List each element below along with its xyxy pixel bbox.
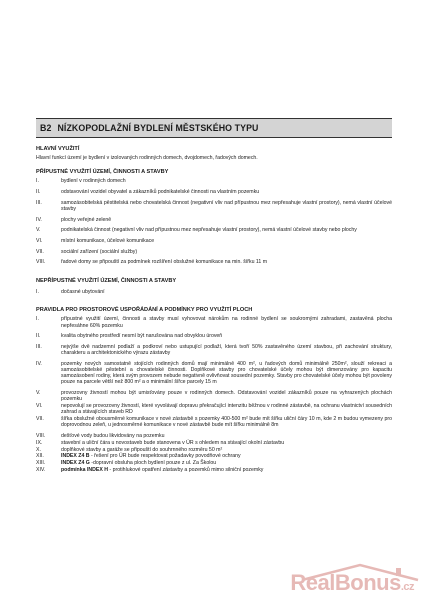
permitted-list [36,178,392,265]
list-item [36,344,392,356]
section-title-bar [36,118,392,138]
list-item [36,178,392,184]
item-text: nepovolují se provozovny živností, které vyvolávají dopravu překračující intenzitu běžnou v rodinné zástavbě, na ochranu vlastnictví sousedních zahrad a stávajících staveb RD [61,403,392,416]
watermark-logo [270,562,422,598]
item-text: - protihlukové opatření zástavby a pozemků mimo silniční pozemky [107,467,264,474]
item-text: místní komunikace, účelové komunikace [61,238,155,245]
item-number: I. [36,316,39,323]
zone-title: NÍZKOPODLAŽNÍ BYDLENÍ MĚSTSKÉHO TYPU [57,123,259,133]
list-item [36,433,392,439]
item-number: XII. [36,453,44,460]
item-number: VII. [36,416,44,423]
item-number: X. [36,446,41,453]
main-use-heading: HLAVNÍ VYUŽITÍ [36,146,80,152]
main-use-text: Hlavní funkcí území je bydlení v izolovaných rodinných domech, dvojdomech, řadových domech. [36,155,258,161]
item-text: -dopravní obsluha ploch bydlení pouze z ul. Za Školou [89,460,217,467]
list-item [36,361,392,386]
rules-list [36,316,392,473]
item-number: V. [36,390,41,397]
list-item [36,259,392,265]
list-item [36,333,392,339]
item-text: odstavování vozidel obyvatel a zákazníků podnikatelské činnosti na vlastním pozemku [61,189,260,195]
list-item [36,217,392,223]
document-page [36,118,392,473]
item-text: plochy veřejné zeleně [61,216,112,223]
index-label: INDEX Z4 G [61,460,90,467]
list-item [36,390,392,402]
item-number: VIII. [36,259,46,266]
item-number: VIII. [36,433,46,440]
item-text: podnikatelská činnost (negativní vliv nad přípustnou mez nepřesahuje vlastní prostory), nemá vlastní účelové stavby nebo plochy [61,227,357,234]
list-item [36,227,392,233]
item-text: dešťové vody budou likvidovány na pozemku [61,433,165,440]
item-number: IV. [36,216,42,223]
list-item [36,447,392,453]
item-text: kvalita obytného prostředí nesmí být narušována nad obvyklou úroveň [61,333,223,340]
item-number: II. [36,189,41,195]
list-item [36,403,392,415]
not-permitted-list [36,289,392,295]
not-permitted-heading: NEPŘÍPUSTNÉ VYUŽITÍ ÚZEMÍ, ČINNOSTI A STAVBY [36,277,177,284]
item-number: XIV. [36,467,46,474]
list-item [36,416,392,428]
item-text: pozemky nových samostatně stojících rodinných domů mají minimálně 400 m², u řadových domů minimálně 250m², slouží rekreaci a samozásobitelské pěstební a chovatelské činnosti. Doplňkové stavby pro chovatelské účely mohou být dimenzovány pro kapacitu samozásobení rodiny, která svým provozem nebude negativně ovlivňovat sousední pozemky. Stavby pro chovatelské účely mohou být povoleny pouze na parcele větší než 800 m² a o minimální šířce parcely 15 m [61,360,392,386]
rules-heading: PRAVIDLA PRO PROSTOROVÉ USPOŘÁDÁNÍ A PODMÍNKY PRO VYUŽITÍ PLOCH [36,307,253,314]
item-number: IX. [36,439,43,446]
item-text: řadové domy se připouští za podmínek rozšíření obslužné komunikace na min. šířku 11 m [61,259,268,266]
item-text: sociální zařízení (sociální služby) [61,248,138,255]
list-item [36,289,392,295]
list-item [36,453,392,459]
index-label: INDEX Z4 B [61,453,90,460]
item-text: provozovny živností mohou být umisťovány pouze v rodinných domech. Odstavování vozidel zákazníků pouze na vyhrazených plochách pozemku [61,390,392,403]
item-number: VI. [36,403,43,410]
item-text: přípustné využití území, činnosti a stavby musí vyhovovat nárokům na rodinné bydlení se soukromými zahradami, zastavěná plocha nepřesáhne 60% pozemku [61,316,392,329]
item-number: I. [36,289,39,296]
index-label: podmínka INDEX H [61,467,108,474]
item-text: šířka obslužné obousměrné komunikace v nové zástavbě s pozemky 400-500 m² bude mít šířku uliční čáry 10 m, kde 2 m budou vymezeny pro doprovodnou zeleň, u jednosměrné komunikace v nové zástavbě bude mít šířku minimálně 8m [61,416,392,429]
zone-code: B2 [40,123,52,133]
permitted-heading: PŘÍPUSTNÉ VYUŽITÍ ÚZEMÍ, ČINNOSTI A STAVBY [36,169,169,176]
item-number: VI. [36,238,43,245]
item-number: I. [36,178,39,185]
item-number: III. [36,199,42,206]
list-item [36,200,392,212]
item-text: nejvýše dvě nadzemní podlaží a podkroví nebo ustupující podlaží, která tvoří 50% zastavěného území stavbou, při zachování struktury, charakteru a architektonického výrazu zástavby [61,343,392,357]
list-item [36,316,392,328]
item-number: III. [36,343,42,350]
item-text: - řešení pro ÚR bude respektovat požadavky povodňové ochrany [89,453,241,460]
item-text: samozásobitelská pěstitelská nebo chovatelská činnost (negativní vliv nad přípustnou mez nepřesahuje vlastní prostory), nemá vlastní účelové stavby [61,199,392,212]
item-number: IV. [36,360,42,367]
list-item [36,440,392,446]
list-item [36,249,392,255]
item-number: VII. [36,248,44,255]
item-text: bydlení v rodinných domech [61,178,126,185]
item-number: XIII. [36,460,46,467]
item-text: stavební a uliční čára u novostaveb bude stanovena v ÚR s ohledem na stávající okolní zástavbu [61,439,285,446]
list-item [36,460,392,466]
item-number: II. [36,333,41,340]
list-item [36,189,392,195]
watermark-brand: RealBonus.cz [290,570,414,595]
list-item [36,467,392,473]
item-text: doplňkové stavby a garáže se připouští do souhrnného rozměru 50 m² [61,446,223,453]
item-number: V. [36,227,41,234]
item-text: dočasné ubytování [61,289,105,296]
list-item [36,238,392,244]
